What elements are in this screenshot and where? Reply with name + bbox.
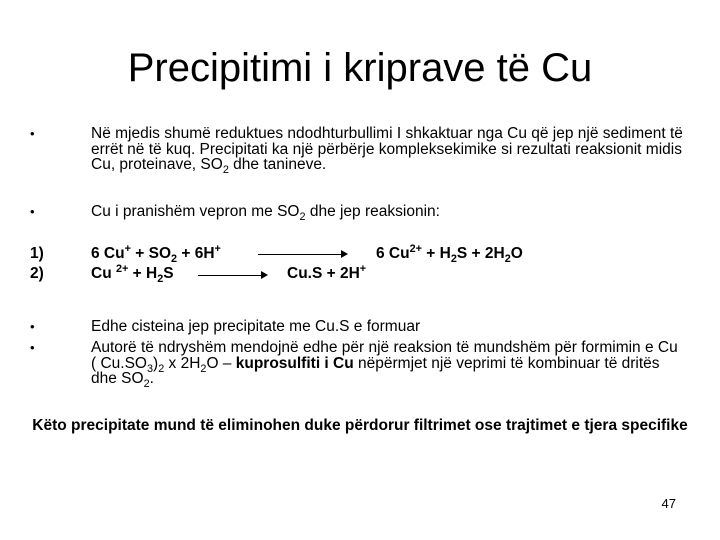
paragraph-text: Edhe cisteina jep precipitate me Cu.S e formuar — [91, 318, 421, 335]
bullet-icon: • — [30, 319, 35, 334]
highlighted-term: kuprosulfiti i Cu — [235, 354, 354, 372]
reaction-1-reactants: 6 $Cu^+ + SO_2 + 6H^+$ — [91, 242, 221, 266]
conclusion-text: Këto precipitate mund të eliminohen duke përdorur filtrimet ose trajtimet e tjera specifike — [32, 417, 688, 434]
paragraph-text: Në mjedis shumë reduktues ndodhturbullimi I shkaktuar nga Cu që jep një sediment të errët në të kuq. Precipitati ka një përbërje kompleksekimike si rezultati reaksionit midis Cu, proteinave, $SO_2$ dhe tanineve. — [91, 125, 683, 177]
reaction-arrow-icon — [198, 275, 266, 276]
bullet-icon: • — [30, 340, 35, 355]
paragraph-text: Cu i pranishëm vepron me $SO_2$ dhe jep reaksionin: — [91, 203, 440, 224]
reaction-number: 1) — [30, 245, 44, 262]
reaction-number: 2) — [30, 265, 44, 282]
reaction-arrow-icon — [258, 254, 346, 255]
reaction-1-products: 6 $Cu^{2+} + H_2S + 2H_2O$ — [376, 242, 523, 266]
bullet-icon: • — [30, 204, 35, 219]
slide-title: Precipitimi i kriprave të Cu — [127, 46, 593, 90]
reaction-2-products: Cu.S + 2H+ — [287, 262, 367, 282]
page-number: 47 — [661, 496, 676, 511]
bullet-icon: • — [30, 126, 35, 141]
reaction-2-reactants: Cu $^{2+} + H_2S$ — [91, 262, 174, 286]
paragraph-text: Autorë të ndryshëm mendojnë edhe për një reaksion të mundshëm për formimin e Cu ( $Cu.SO_3)_2$ x $2H_2O$ – kuprosulfiti i Cu nëpërmjet një veprimi të kombinuar të dritës dhe $SO_2$. — [91, 339, 678, 391]
